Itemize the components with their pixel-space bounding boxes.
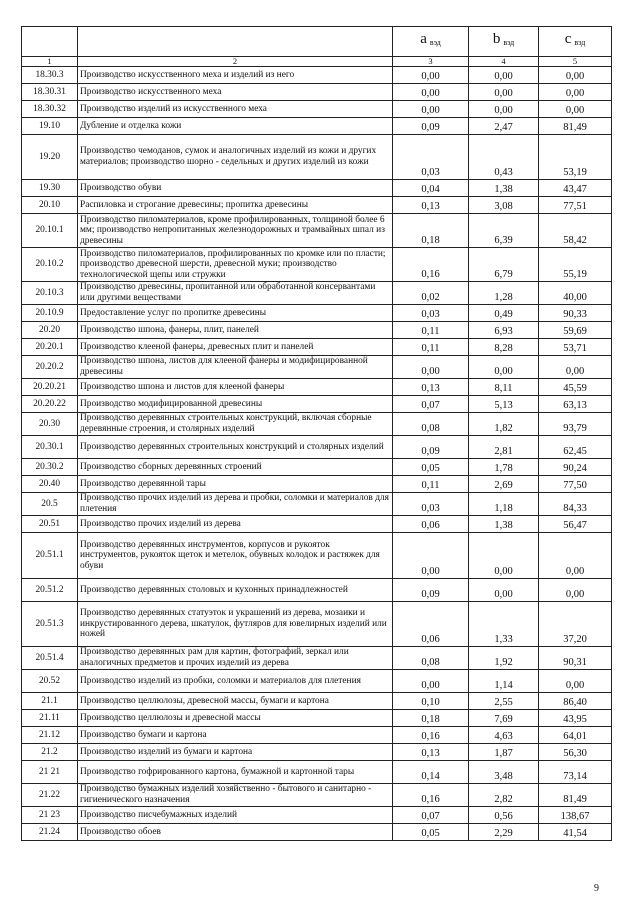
value-a: 0,13	[393, 379, 469, 396]
table-row	[22, 101, 612, 118]
table-row	[22, 579, 612, 602]
table-row	[22, 413, 612, 436]
activity-code: 18.30.31	[22, 84, 78, 101]
value-c: 0,00	[539, 67, 612, 84]
value-b: 0,56	[469, 807, 539, 824]
value-a: 0,06	[393, 602, 469, 647]
activity-code: 20.10.3	[22, 282, 78, 305]
table-row	[22, 379, 612, 396]
activity-name: Производство бумажных изделий хозяйственно - бытового и санитарно - гигиенического назначения	[78, 784, 393, 807]
activity-code: 20.51.1	[22, 533, 78, 579]
activity-name: Производство пиломатериалов, профилированных по кромке или по пласти; производство древесной шерсти, древесной муки; производство технологической щепы или стружки	[78, 248, 393, 282]
value-c: 0,00	[539, 533, 612, 579]
table-row	[22, 807, 612, 824]
value-c: 77,50	[539, 476, 612, 493]
activity-name: Производство прочих изделий из дерева и пробки, соломки и материалов для плетения	[78, 493, 393, 516]
activity-name: Производство гофрированного картона, бумажной и картонной тары	[78, 761, 393, 784]
value-b: 1,33	[469, 602, 539, 647]
activity-name: Производство клееной фанеры, древесных плит и панелей	[78, 339, 393, 356]
column-index: 1	[22, 57, 78, 67]
activity-code: 20.20	[22, 322, 78, 339]
value-a: 0,13	[393, 744, 469, 761]
value-a: 0,06	[393, 516, 469, 533]
table-row	[22, 396, 612, 413]
value-c: 55,19	[539, 248, 612, 282]
value-c: 53,19	[539, 135, 612, 180]
value-c: 56,47	[539, 516, 612, 533]
value-b: 0,00	[469, 84, 539, 101]
activity-code: 21 23	[22, 807, 78, 824]
table-row	[22, 180, 612, 197]
table-row	[22, 476, 612, 493]
value-b: 3,08	[469, 197, 539, 214]
activity-name: Производство обоев	[78, 824, 393, 841]
activity-code: 20.20.2	[22, 356, 78, 379]
value-b: 1,38	[469, 180, 539, 197]
value-a: 0,11	[393, 476, 469, 493]
value-a: 0,03	[393, 305, 469, 322]
value-c: 90,31	[539, 647, 612, 670]
value-c: 90,33	[539, 305, 612, 322]
table-row	[22, 516, 612, 533]
table-row	[22, 197, 612, 214]
activity-name: Производство пиломатериалов, кроме профилированных, толщиной более 6 мм; производство непропитанных железнодорожных и трамвайных шпал из древесины	[78, 214, 393, 248]
value-a: 0,18	[393, 710, 469, 727]
activity-name: Производство шпона, фанеры, плит, панелей	[78, 322, 393, 339]
table-row	[22, 282, 612, 305]
value-b: 6,93	[469, 322, 539, 339]
column-index: 4	[469, 57, 539, 67]
table-row	[22, 436, 612, 459]
value-b: 4,63	[469, 727, 539, 744]
activity-code: 20.51.4	[22, 647, 78, 670]
header-cell-name	[78, 27, 393, 57]
activity-code: 20.51.3	[22, 602, 78, 647]
value-c: 37,20	[539, 602, 612, 647]
activity-name: Производство деревянных столовых и кухонных принадлежностей	[78, 579, 393, 602]
value-b: 0,00	[469, 67, 539, 84]
activity-name: Производство обуви	[78, 180, 393, 197]
activity-name: Производство шпона, листов для клееной фанеры и модифицированной древесины	[78, 356, 393, 379]
value-a: 0,05	[393, 824, 469, 841]
value-b: 2,69	[469, 476, 539, 493]
column-index: 3	[393, 57, 469, 67]
value-a: 0,00	[393, 67, 469, 84]
value-b: 6,79	[469, 248, 539, 282]
value-c: 45,59	[539, 379, 612, 396]
value-a: 0,03	[393, 135, 469, 180]
table-row	[22, 356, 612, 379]
value-a: 0,09	[393, 579, 469, 602]
activity-code: 20.20.1	[22, 339, 78, 356]
value-b: 2,29	[469, 824, 539, 841]
value-a: 0,08	[393, 647, 469, 670]
activity-name: Производство изделий из искусственного меха	[78, 101, 393, 118]
activity-code: 20.20.22	[22, 396, 78, 413]
value-c: 93,79	[539, 413, 612, 436]
activity-name: Производство деревянной тары	[78, 476, 393, 493]
value-c: 0,00	[539, 356, 612, 379]
value-b: 2,81	[469, 436, 539, 459]
value-c: 63,13	[539, 396, 612, 413]
value-a: 0,00	[393, 533, 469, 579]
activity-code: 20.30.1	[22, 436, 78, 459]
activity-name: Дубление и отделка кожи	[78, 118, 393, 135]
value-a: 0,11	[393, 322, 469, 339]
activity-code: 20.20.21	[22, 379, 78, 396]
value-b: 8,11	[469, 379, 539, 396]
column-index: 2	[78, 57, 393, 67]
table-row	[22, 493, 612, 516]
column-index-row	[22, 57, 612, 67]
table-row	[22, 824, 612, 841]
activity-code: 21.12	[22, 727, 78, 744]
table-row	[22, 84, 612, 101]
table-row	[22, 459, 612, 476]
value-b: 1,92	[469, 647, 539, 670]
value-b: 5,13	[469, 396, 539, 413]
value-c: 64,01	[539, 727, 612, 744]
activity-name: Производство модифицированной древесины	[78, 396, 393, 413]
value-b: 2,55	[469, 693, 539, 710]
table-row	[22, 602, 612, 647]
value-a: 0,02	[393, 282, 469, 305]
value-a: 0,16	[393, 727, 469, 744]
value-a: 0,14	[393, 761, 469, 784]
value-a: 0,04	[393, 180, 469, 197]
activity-code: 18.30.3	[22, 67, 78, 84]
activity-name: Производство искусственного меха	[78, 84, 393, 101]
value-c: 81,49	[539, 118, 612, 135]
value-c: 86,40	[539, 693, 612, 710]
activity-name: Производство деревянных строительных конструкций и столярных изделий	[78, 436, 393, 459]
coefficients-table	[21, 26, 612, 841]
activity-code: 20.51.2	[22, 579, 78, 602]
table-row	[22, 322, 612, 339]
value-a: 0,16	[393, 784, 469, 807]
value-c: 0,00	[539, 579, 612, 602]
activity-name: Производство изделий из пробки, соломки и материалов для плетения	[78, 670, 393, 693]
page-number: 9	[594, 883, 599, 894]
activity-code: 21.24	[22, 824, 78, 841]
value-b: 1,14	[469, 670, 539, 693]
value-a: 0,00	[393, 101, 469, 118]
header-cell-a: a $_{вэд}$	[393, 27, 469, 57]
header-cell-c: c $_{вэд}$	[539, 27, 612, 57]
activity-name: Производство древесины, пропитанной или обработанной консервантами или другими веществами	[78, 282, 393, 305]
value-b: 0,49	[469, 305, 539, 322]
activity-code: 20.10	[22, 197, 78, 214]
value-c: 59,69	[539, 322, 612, 339]
header-row	[22, 27, 612, 57]
value-a: 0,07	[393, 807, 469, 824]
table-row	[22, 118, 612, 135]
activity-code: 21.2	[22, 744, 78, 761]
activity-name: Производство деревянных инструментов, корпусов и рукояток инструментов, рукояток щеток и метелок, обувных колодок и растяжек для обуви	[78, 533, 393, 579]
value-c: 84,33	[539, 493, 612, 516]
column-index: 5	[539, 57, 612, 67]
table-row	[22, 248, 612, 282]
activity-name: Производство деревянных рам для картин, фотографий, зеркал или аналогичных предметов и прочих изделий из дерева	[78, 647, 393, 670]
value-c: 56,30	[539, 744, 612, 761]
activity-code: 20.51	[22, 516, 78, 533]
activity-code: 19.10	[22, 118, 78, 135]
value-b: 0,43	[469, 135, 539, 180]
value-b: 1,28	[469, 282, 539, 305]
value-a: 0,03	[393, 493, 469, 516]
table-row	[22, 784, 612, 807]
value-c: 81,49	[539, 784, 612, 807]
value-b: 7,69	[469, 710, 539, 727]
header-cell-code	[22, 27, 78, 57]
activity-code: 20.30	[22, 413, 78, 436]
activity-code: 19.30	[22, 180, 78, 197]
header-cell-b: b $_{вэд}$	[469, 27, 539, 57]
table-row	[22, 693, 612, 710]
activity-name: Производство изделий из бумаги и картона	[78, 744, 393, 761]
value-a: 0,10	[393, 693, 469, 710]
activity-name: Производство деревянных строительных конструкций, включая сборные деревянные строения, и столярных изделий	[78, 413, 393, 436]
activity-name: Производство искусственного меха и изделий из него	[78, 67, 393, 84]
value-c: 0,00	[539, 101, 612, 118]
value-c: 43,47	[539, 180, 612, 197]
table-row	[22, 761, 612, 784]
activity-name: Производство бумаги и картона	[78, 727, 393, 744]
table-row	[22, 214, 612, 248]
value-a: 0,09	[393, 118, 469, 135]
value-a: 0,08	[393, 413, 469, 436]
table-row	[22, 710, 612, 727]
activity-code: 20.40	[22, 476, 78, 493]
value-b: 2,82	[469, 784, 539, 807]
value-c: 40,00	[539, 282, 612, 305]
activity-name: Производство писчебумажных изделий	[78, 807, 393, 824]
value-b: 1,78	[469, 459, 539, 476]
value-b: 0,00	[469, 356, 539, 379]
value-a: 0,00	[393, 84, 469, 101]
value-c: 53,71	[539, 339, 612, 356]
table-row	[22, 305, 612, 322]
table-row	[22, 670, 612, 693]
activity-name: Производство сборных деревянных строений	[78, 459, 393, 476]
table-row	[22, 533, 612, 579]
activity-name: Производство целлюлозы и древесной массы	[78, 710, 393, 727]
value-b: 2,47	[469, 118, 539, 135]
value-b: 6,39	[469, 214, 539, 248]
value-a: 0,09	[393, 436, 469, 459]
activity-name: Предоставление услуг по пропитке древесины	[78, 305, 393, 322]
value-c: 138,67	[539, 807, 612, 824]
table-row	[22, 339, 612, 356]
value-b: 0,00	[469, 101, 539, 118]
value-c: 0,00	[539, 670, 612, 693]
value-b: 1,18	[469, 493, 539, 516]
value-c: 58,42	[539, 214, 612, 248]
activity-code: 20.5	[22, 493, 78, 516]
value-b: 1,38	[469, 516, 539, 533]
value-a: 0,16	[393, 248, 469, 282]
activity-code: 19.20	[22, 135, 78, 180]
activity-name: Производство чемоданов, сумок и аналогичных изделий из кожи и других материалов; производство шорно - седельных и других изделий из кожи	[78, 135, 393, 180]
value-b: 0,00	[469, 579, 539, 602]
activity-code: 20.52	[22, 670, 78, 693]
value-c: 73,14	[539, 761, 612, 784]
activity-code: 21 21	[22, 761, 78, 784]
table-row	[22, 67, 612, 84]
table-row	[22, 744, 612, 761]
value-a: 0,00	[393, 356, 469, 379]
value-a: 0,07	[393, 396, 469, 413]
activity-code: 20.30.2	[22, 459, 78, 476]
value-a: 0,18	[393, 214, 469, 248]
activity-code: 20.10.9	[22, 305, 78, 322]
activity-code: 21.11	[22, 710, 78, 727]
value-c: 77,51	[539, 197, 612, 214]
value-c: 43,95	[539, 710, 612, 727]
value-b: 8,28	[469, 339, 539, 356]
value-a: 0,13	[393, 197, 469, 214]
activity-code: 21.1	[22, 693, 78, 710]
activity-code: 18.30.32	[22, 101, 78, 118]
value-b: 1,82	[469, 413, 539, 436]
value-b: 0,00	[469, 533, 539, 579]
activity-code: 20.10.1	[22, 214, 78, 248]
activity-name: Производство целлюлозы, древесной массы, бумаги и картона	[78, 693, 393, 710]
value-c: 0,00	[539, 84, 612, 101]
table-row	[22, 135, 612, 180]
value-c: 41,54	[539, 824, 612, 841]
activity-name: Распиловка и строгание древесины; пропитка древесины	[78, 197, 393, 214]
value-c: 90,24	[539, 459, 612, 476]
activity-name: Производство шпона и листов для клееной фанеры	[78, 379, 393, 396]
activity-name: Производство прочих изделий из дерева	[78, 516, 393, 533]
table-row	[22, 647, 612, 670]
value-a: 0,11	[393, 339, 469, 356]
activity-name: Производство деревянных статуэток и украшений из дерева, мозаики и инкрустированного дерева, шкатулок, футляров для ювелирных изделий или ножей	[78, 602, 393, 647]
table-row	[22, 727, 612, 744]
value-c: 62,45	[539, 436, 612, 459]
value-b: 3,48	[469, 761, 539, 784]
value-b: 1,87	[469, 744, 539, 761]
value-a: 0,05	[393, 459, 469, 476]
value-a: 0,00	[393, 670, 469, 693]
activity-code: 20.10.2	[22, 248, 78, 282]
activity-code: 21.22	[22, 784, 78, 807]
